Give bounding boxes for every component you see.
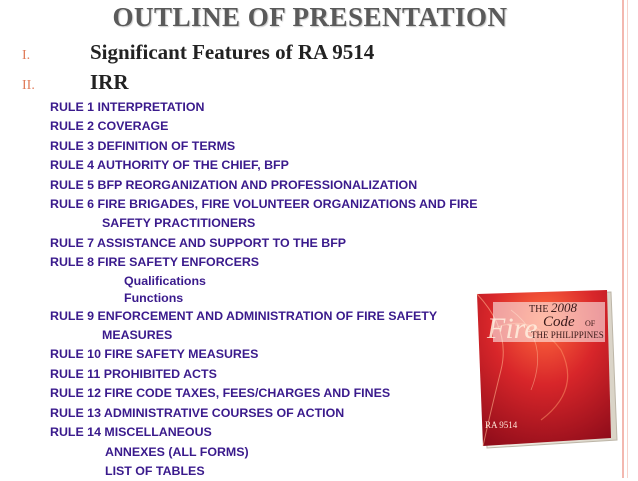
- rule-item: RULE 9 ENFORCEMENT AND ADMINISTRATION OF FIRE SAFETY: [50, 308, 438, 323]
- rule-subitem: Qualifications: [124, 273, 206, 288]
- rule-subitem: ANNEXES (ALL FORMS): [105, 444, 249, 459]
- book-fire-text: Fire: [487, 312, 538, 345]
- rule-item: RULE 3 DEFINITION OF TERMS: [50, 138, 236, 153]
- section-number: I.: [22, 48, 31, 63]
- rule-item: RULE 8 FIRE SAFETY ENFORCERS: [50, 255, 260, 270]
- section-item: [22, 70, 129, 95]
- book-code-text: Code: [543, 314, 575, 330]
- rule-item: RULE 5 BFP REORGANIZATION AND PROFESSIONALIZATION: [50, 177, 418, 192]
- rule-continuation: SAFETY PRACTITIONERS: [102, 216, 256, 231]
- book-of-text: OF: [585, 319, 596, 328]
- slide-border-line-thin: [627, 0, 628, 478]
- fire-code-book-cover-image: [471, 290, 619, 450]
- section-item: [22, 40, 374, 65]
- book-philippines-text: THE PHILIPPINES: [531, 330, 604, 340]
- rule-item: RULE 7 ASSISTANCE AND SUPPORT TO THE BFP: [50, 235, 347, 250]
- section-number: II.: [22, 78, 35, 93]
- rule-continuation: MEASURES: [102, 328, 173, 343]
- book-ra-text: RA 9514: [485, 420, 518, 430]
- rule-item: RULE 13 ADMINISTRATIVE COURSES OF ACTION: [50, 405, 345, 420]
- rule-item: RULE 14 MISCELLANEOUS: [50, 425, 212, 440]
- rule-item: RULE 12 FIRE CODE TAXES, FEES/CHARGES AND FINES: [50, 386, 391, 401]
- rule-item: RULE 6 FIRE BRIGADES, FIRE VOLUNTEER ORGANIZATIONS AND FIRE: [50, 197, 478, 212]
- slide-title: OUTLINE OF PRESENTATION: [112, 2, 508, 32]
- rule-item: RULE 11 PROHIBITED ACTS: [50, 366, 217, 381]
- rule-item: RULE 10 FIRE SAFETY MEASURES: [50, 347, 259, 362]
- rule-subitem: LIST OF TABLES: [105, 463, 205, 478]
- section-text: IRR: [90, 70, 129, 94]
- book-year-text: 2008: [551, 300, 577, 315]
- slide-border-line: [622, 0, 624, 478]
- rules-list: [50, 98, 490, 481]
- section-text: Significant Features of RA 9514: [90, 40, 375, 64]
- book-the-text: THE: [529, 304, 549, 315]
- rule-subitem: Functions: [124, 290, 184, 305]
- rule-item: RULE 4 AUTHORITY OF THE CHIEF, BFP: [50, 158, 289, 173]
- rule-item: RULE 2 COVERAGE: [50, 119, 169, 134]
- rule-item: RULE 1 INTERPRETATION: [50, 100, 205, 114]
